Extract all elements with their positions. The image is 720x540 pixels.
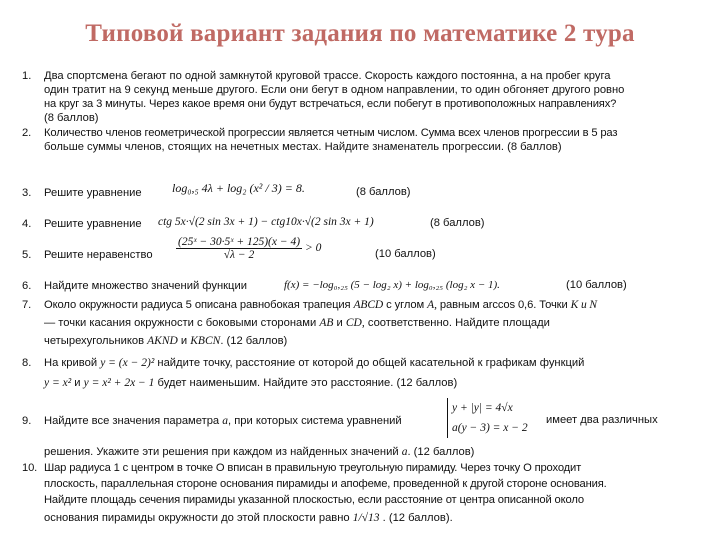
task-text: — точки касания окружности с боковыми сторонами [44, 317, 317, 329]
task-text-line: Шар радиуса 1 с центром в точке O вписан в правильную треугольную пирамиду. Через точку O проходит [44, 462, 582, 474]
math-formula: y = x² + 2x − 1 [83, 377, 155, 389]
task-10 [22, 461, 581, 475]
task-points: . (12 баллов) [407, 446, 475, 458]
task-text: Около окружности радиуса 5 описана равнобокая трапеция [44, 299, 351, 311]
task-number: 5. [22, 249, 32, 261]
fraction [176, 236, 302, 261]
task-number: 6. [22, 280, 32, 292]
task-points: (10 баллов) [566, 279, 627, 291]
task-text-line: (8 баллов) [44, 112, 99, 124]
task-text: Решите уравнение [44, 187, 142, 199]
task-text-line: Количество членов геометрической прогрессии является четным числом. Сумма всех членов прогрессии в 5 раз [44, 127, 618, 139]
math-formula: y = (x − 2)² [100, 357, 155, 369]
inequality-relation: > 0 [304, 242, 322, 255]
task-number: 2. [22, 127, 32, 139]
task-text: основания пирамиды окружности до этой плоскости равно [44, 512, 350, 524]
function-formula: f(x) = −log₀,₂₅ (5 − log₂ x) + log₀,₂₅ (log₂ x − 1). [284, 279, 500, 291]
math-symbol: AKND [147, 335, 178, 347]
task-number: 4. [22, 218, 32, 230]
task-text-line: больше суммы членов, стоящих на нечетных местах. Найдите знаменатель прогрессии. (8 баллов) [44, 141, 562, 153]
equation-formula: ctg 5x·√(2 sin 3x + 1) − ctg10x·√(2 sin 3x + 1) [158, 216, 374, 228]
math-symbol: CD, [345, 317, 365, 329]
task-5 [22, 248, 153, 262]
task-number: 7. [22, 299, 32, 311]
task-text: , при которых система уравнений [228, 415, 402, 427]
task-text: Найдите множество значений функции [44, 280, 247, 292]
task-text: Решите неравенство [44, 249, 153, 261]
math-symbol: KBCN [190, 335, 221, 347]
task-text: четырехугольников [44, 335, 145, 347]
task-text-line [44, 511, 453, 525]
task-text: и [180, 335, 188, 347]
task-text: будет наименьшим. Найдите это расстояние. (12 баллов) [157, 377, 458, 389]
equation-formula: log₀,₅ 4λ + log₂ (x² / 3) = 8. [172, 181, 305, 195]
page-title: Типовой вариант задания по математике 2 тура [85, 20, 635, 47]
task-text-line: один тратит на 9 секунд меньше другого. Если они бегут в одном направлении, то один обгоняет другого ровно [44, 84, 625, 96]
task-text: Найдите все значения параметра [44, 415, 220, 427]
task-text-line [44, 445, 474, 459]
task-number: 9. [22, 415, 32, 427]
task-text-line: на круг за 3 минуты. Через какое время они будут встречаться, если побегут в противоположных направлениях? [44, 98, 617, 110]
task-3 [22, 186, 142, 200]
task-1 [22, 69, 611, 83]
math-formula: y = x² [44, 377, 72, 389]
task-text: имеет два различных [546, 414, 658, 426]
inequality-formula [176, 236, 321, 261]
task-8 [22, 356, 584, 370]
task-7 [22, 298, 597, 312]
task-6 [22, 279, 247, 293]
task-4 [22, 217, 142, 231]
fraction-denominator: √λ − 2 [223, 249, 255, 261]
task-number: 1. [22, 70, 32, 82]
task-number: 8. [22, 357, 32, 369]
task-points: (8 баллов) [430, 217, 485, 229]
task-points: . (12 баллов) [220, 335, 288, 347]
task-text-line [44, 316, 550, 330]
equation-system [447, 398, 528, 438]
math-symbol: a [222, 415, 229, 427]
task-points: (10 баллов) [375, 248, 436, 260]
system-equation: a(y − 3) = x − 2 [452, 422, 528, 434]
task-points: . (12 баллов). [382, 512, 453, 524]
task-text: равным arccos 0,6. Точки [439, 299, 568, 311]
task-text-line [44, 376, 457, 390]
task-text: с углом [386, 299, 425, 311]
task-points: (8 баллов) [356, 186, 411, 198]
task-text-line: плоскость, параллельная стороне основания пирамиды и апофеме, проведенной к другой стороне основания. [44, 478, 607, 490]
task-text: и [336, 317, 343, 329]
task-9 [22, 414, 402, 428]
task-number: 10. [22, 462, 38, 474]
task-text-line [44, 334, 287, 348]
task-text-line: Найдите площадь сечения пирамиды указанной плоскостью, если расстояние от центра описанной около [44, 494, 584, 506]
task-text: На кривой [44, 357, 98, 369]
task-text-line: Два спортсмена бегают по одной замкнутой круговой трассе. Скорость каждого постоянна, а на пробег круга [44, 70, 611, 82]
system-equation: y + |y| = 4√x [452, 402, 513, 414]
math-symbol: ABCD [353, 299, 384, 311]
math-symbol: K и N [570, 299, 597, 311]
task-number: 3. [22, 187, 32, 199]
math-symbol: a [401, 446, 408, 458]
math-formula: 1/√13 [352, 512, 380, 524]
fraction-numerator: (25ˣ − 30·5ˣ + 125)(x − 4) [178, 236, 301, 248]
task-2 [22, 126, 617, 140]
math-symbol: AB [319, 317, 334, 329]
task-text: найдите точку, расстояние от которой до общей касательной к графикам функций [157, 357, 585, 369]
math-symbol: A, [427, 299, 437, 311]
task-text: и [74, 377, 81, 389]
task-text: Решите уравнение [44, 218, 142, 230]
task-text: решения. Укажите эти решения при каждом из найденных значений [44, 446, 399, 458]
task-text: соответственно. Найдите площади [367, 317, 550, 329]
